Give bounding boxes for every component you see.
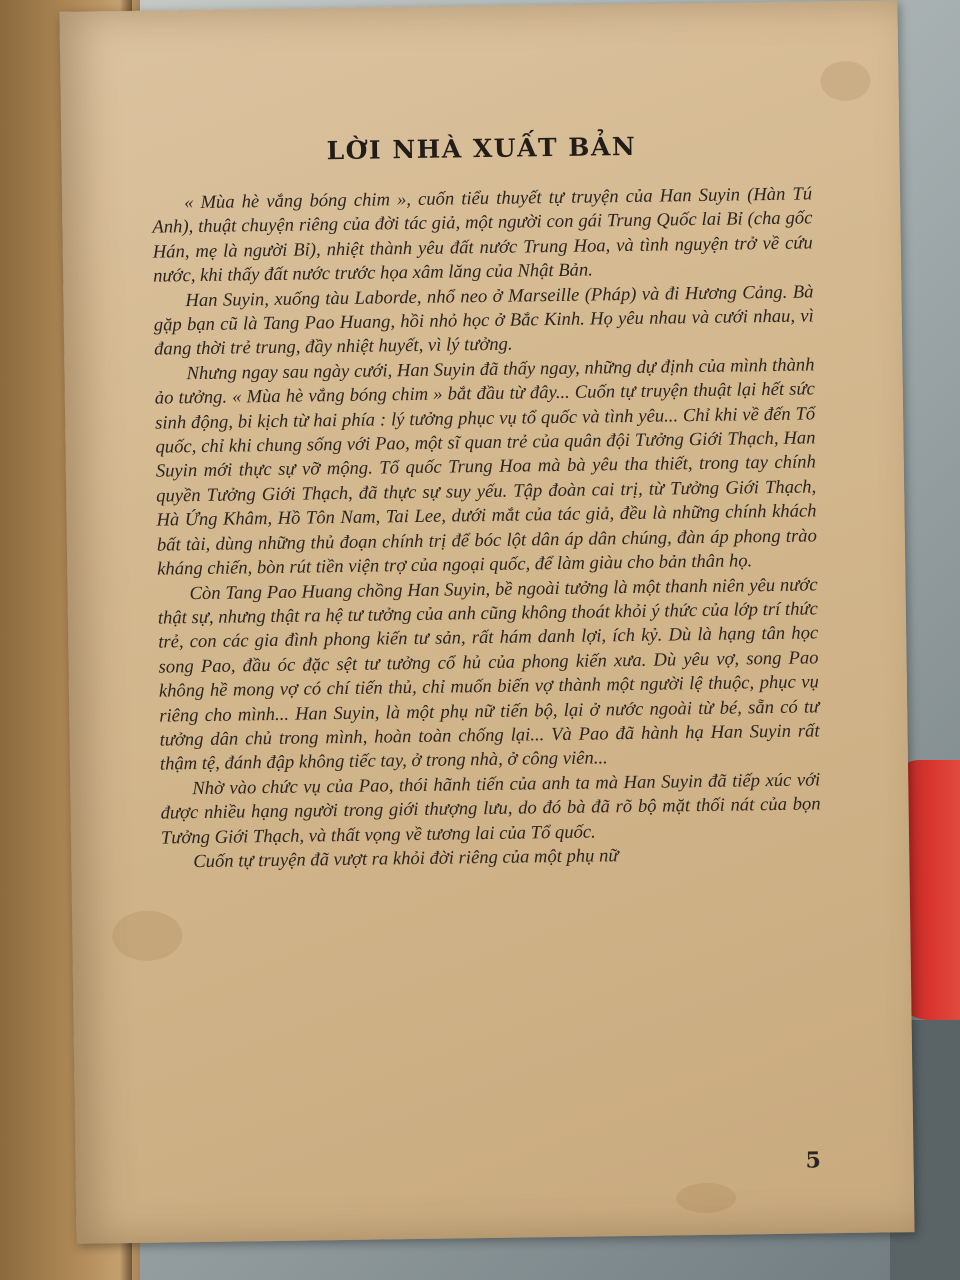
page-number: 5 — [805, 1147, 822, 1174]
paragraph: Nhưng ngay sau ngày cưới, Han Suyin đã thấy ngay, những dự định của mình thành ảo tưởng. « Mùa hè vắng bóng chim » bắt đầu từ đây... Cuốn tự truyện thuật lại hết sức sinh động, bi kịch từ hai phía : lý tưởng phục vụ tổ quốc và tình yêu... Chỉ khi về đến Tổ quốc, chỉ khi chung sống với Pao, một sĩ quan trẻ của quân đội Tưởng Giới Thạch, Han Suyin mới thực sự vỡ mộng. Tổ quốc Trung Hoa mà bà yêu tha thiết, trong tay chính quyền Tưởng Giới Thạch, đã thực sự suy yếu. Tập đoàn cai trị, từ Tưởng Giới Thạch, Hà Ứng Khâm, Hồ Tôn Nam, Tai Lee, dưới mắt của tác giả, đều là những chính khách bất tài, dùng những thủ đoạn chính trị để bóc lột dân áp dân chúng, đàn áp phong trào kháng chiến, bòn rút tiền viện trợ của ngoại quốc, để làm giàu cho bản thân họ. — [154, 354, 817, 580]
paper-stain — [676, 1183, 736, 1214]
paragraph: Han Suyin, xuống tàu Laborde, nhổ neo ở Marseille (Pháp) và đi Hương Cảng. Bà gặp bạn cũ là Tang Pao Huang, hồi nhỏ học ở Bắc Kinh. Họ yêu nhau và cưới nhau, vì đang thời trẻ trung, đầy nhiệt huyết, vì lý tưởng. — [153, 281, 814, 361]
paper-stain — [112, 910, 183, 961]
page-title: LỜI NHÀ XUẤT BẢN — [326, 131, 637, 166]
page-text — [151, 129, 821, 875]
paragraph: « Mùa hè vắng bóng chim », cuốn tiểu thuyết tự truyện của Han Suyin (Hàn Tú Anh), thuật chuyện riêng của đời tác giả, một người con gái Trung Quốc lai Bỉ (cha gốc Hán, mẹ là người Bỉ), nhiệt thành yêu đất nước Trung Hoa, và tình nguyện trở về cứu nước, khi thấy đất nước trước họa xâm lăng của Nhật Bản. — [152, 183, 813, 287]
paragraph: Nhờ vào chức vụ của Pao, thói hãnh tiến của anh ta mà Han Suyin đã tiếp xúc với được nhiều hạng người trong giới thượng lưu, do đó bà đã rõ bộ mặt thối nát của bọn Tưởng Giới Thạch, và thất vọng về tương lai của Tổ quốc. — [160, 769, 821, 849]
paragraph: Còn Tang Pao Huang chồng Han Suyin, bề ngoài tưởng là một thanh niên yêu nước thật sự, nhưng thật ra hệ tư tưởng của anh cũng không thoát khỏi ý thức của lớp trí thức trẻ, con các gia đình phong kiến tư sản, rất hám danh lợi, ích kỷ. Dù là hạng tân học song Pao, đầu óc đặc sệt tư tưởng cổ hủ của phong kiến xưa. Dù yêu vợ, song Pao không hề mong vợ có chí tiến thủ, chỉ muốn biến vợ thành một người lệ thuộc, phục vụ riêng cho mình... Han Suyin, là một phụ nữ tiến bộ, lại ở nước ngoài từ bé, sẵn có tư tưởng dân chủ trong mình, hoàn toàn chống lại... Và Pao đã hành hạ Han Suyin rất thậm tệ, đánh đập không tiếc tay, ở trong nhà, ở công viên... — [157, 573, 820, 775]
paragraph: Cuốn tự truyện đã vượt ra khỏi đời riêng của một phụ nữ — [193, 845, 619, 873]
book-page — [59, 0, 914, 1244]
paper-stain — [820, 61, 871, 102]
